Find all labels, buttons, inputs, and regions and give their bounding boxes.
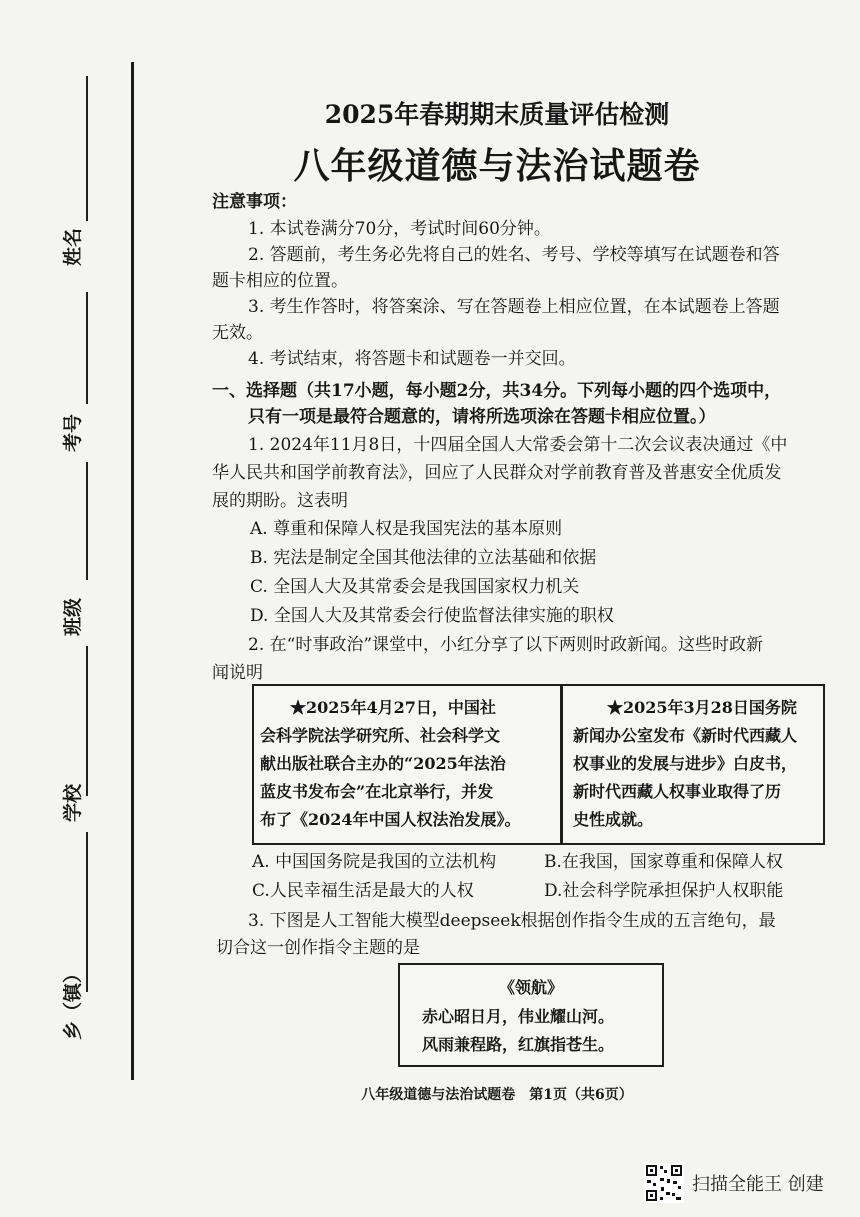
news-1-line-4: 蓝皮书发布会”在北京举行，并发: [260, 782, 494, 801]
news-2-line-5: 史性成就。: [573, 810, 654, 829]
scanner-watermark: 扫描全能王 创建: [692, 1174, 824, 1195]
news-2-line-3: 权事业的发展与进步》白皮书，: [573, 754, 798, 773]
exam-title: 2025年春期期末质量评估检测: [324, 100, 670, 129]
town-label: 乡（镇）: [62, 963, 84, 1040]
notice-item-3-line-1: 3. 考生作答时，将答案涂、写在答题卷上相应位置，在本试题卷上答题: [248, 297, 780, 317]
notice-item-2-line-1: 2. 答题前，考生务必先将自己的姓名、考号、学校等填写在试题卷和答: [248, 245, 780, 265]
q2-option-d: D.社会科学院承担保护人权职能: [544, 881, 784, 901]
class-label: 班级: [62, 597, 84, 636]
page-footer: 八年级道德与法治试题卷 第1页（共6页）: [361, 1087, 633, 1103]
notice-item-1: 1. 本试卷满分70分，考试时间60分钟。: [248, 219, 551, 239]
qr-code-icon: [644, 1163, 684, 1203]
exam-no-label: 考号: [62, 413, 84, 452]
q1-option-d: D. 全国人大及其常委会行使监督法律实施的职权: [250, 606, 614, 626]
section-heading-line-1: 一、选择题（共17小题，每小题2分，共34分。下列每小题的四个选项中，: [212, 381, 782, 401]
name-fill-line[interactable]: [86, 76, 88, 221]
binding-line: [131, 62, 134, 1080]
news-1-line-2: 会科学院法学研究所、社会科学文: [260, 726, 501, 745]
q1-option-b: B. 宪法是制定全国其他法律的立法基础和依据: [250, 548, 597, 568]
exam-no-fill-line[interactable]: [86, 292, 88, 404]
q2-option-b: B.在我国，国家尊重和保障人权: [544, 852, 783, 872]
q1-stem-line-2: 华人民共和国学前教育法》，回应了人民群众对学前教育普及普惠安全优质发: [212, 463, 782, 483]
q1-option-a: A. 尊重和保障人权是我国宪法的基本原则: [250, 519, 563, 539]
q3-stem-line-1: 3. 下图是人工智能大模型deepseek根据创作指令生成的五言绝句，最: [248, 911, 776, 931]
q2-option-c: C.人民幸福生活是最大的人权: [252, 881, 474, 901]
poem-box: [398, 963, 664, 1067]
q3-stem-line-2: 切合这一创作指令主题的是: [216, 938, 420, 958]
poem-title: 《领航》: [498, 978, 563, 997]
section-heading-line-2: 只有一项是最符合题意的，请将所选项涂在答题卡相应位置。）: [248, 407, 716, 427]
paper-title: 八年级道德与法治试题卷: [293, 145, 701, 187]
news-2-line-4: 新时代西藏人权事业取得了历: [573, 782, 782, 801]
news-2-line-2: 新闻办公室发布《新时代西藏人: [573, 726, 798, 745]
q2-stem-line-2: 闻说明: [212, 663, 263, 683]
q2-option-a: A. 中国国务院是我国的立法机构: [252, 852, 497, 872]
q1-option-c: C. 全国人大及其常委会是我国国家权力机关: [250, 577, 580, 597]
notice-heading: 注意事项：: [212, 192, 297, 212]
news-1-line-5: 布了《2024年中国人权法治发展》。: [260, 810, 521, 829]
news-2-line-1: ★2025年3月28日国务院: [607, 698, 797, 717]
school-label: 学校: [62, 783, 84, 822]
q2-stem-line-1: 2. 在“时事政治”课堂中，小红分享了以下两则时政新闻。这些时政新: [248, 635, 764, 655]
notice-item-4: 4. 考试结束，将答题卡和试题卷一并交回。: [248, 349, 576, 369]
notice-item-3-line-2: 无效。: [212, 323, 263, 343]
news-1-line-1: ★2025年4月27日，中国社: [290, 698, 496, 717]
poem-line-2: 风雨兼程路，红旗指苍生。: [422, 1035, 615, 1054]
news-1-line-3: 献出版社联合主办的“2025年法治: [260, 754, 506, 773]
town-fill-line[interactable]: [86, 934, 88, 992]
q1-stem-line-3: 展的期盼。这表明: [212, 491, 348, 511]
name-label: 姓名: [62, 227, 84, 266]
news-box-1: [252, 684, 562, 845]
exam-no-lower-line: [86, 462, 88, 580]
class-fill-line[interactable]: [86, 646, 88, 796]
news-box-2: [561, 684, 825, 845]
notice-item-2-line-2: 题卡相应的位置。: [212, 271, 348, 291]
q1-stem-line-1: 1. 2024年11月8日，十四届全国人大常委会第十二次会议表决通过《中: [248, 435, 788, 455]
poem-line-1: 赤心昭日月，伟业耀山河。: [422, 1007, 615, 1026]
